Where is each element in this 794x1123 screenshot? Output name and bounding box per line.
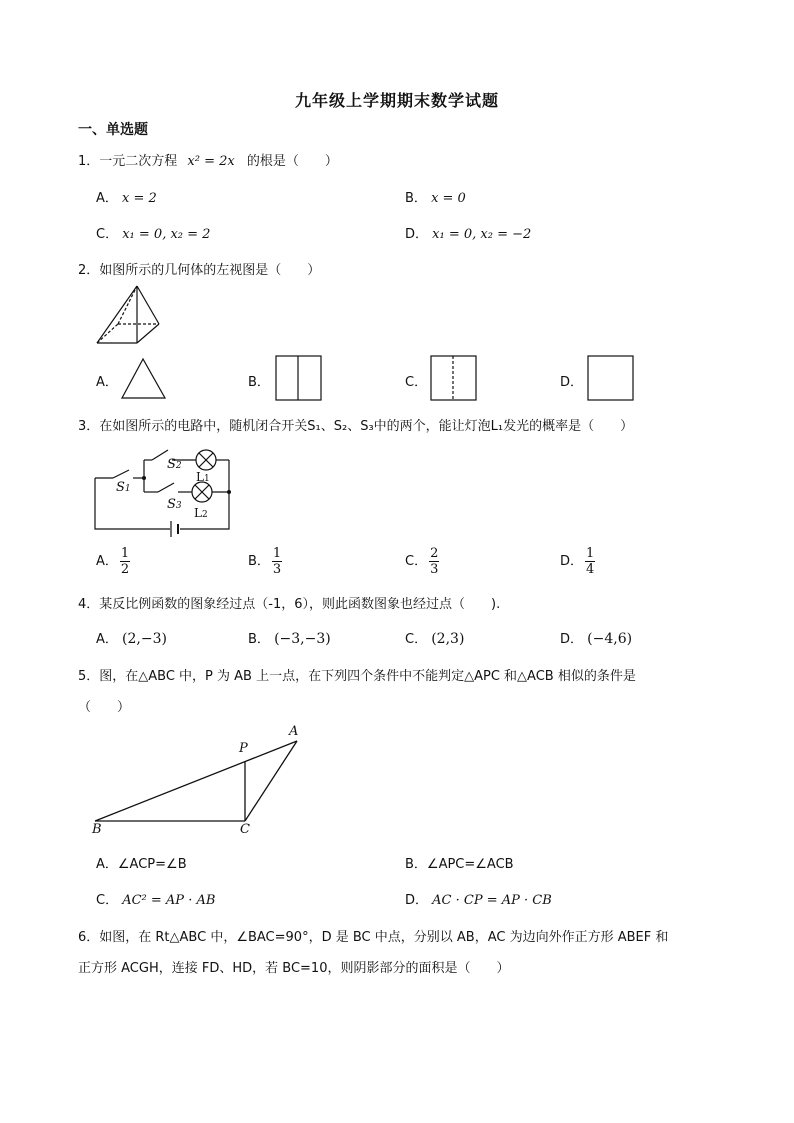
option-text: AC · CP = AP · CB bbox=[432, 893, 552, 908]
page-title: 九年级上学期期末数学试题 bbox=[294, 91, 499, 110]
q5-option-c[interactable] bbox=[96, 889, 215, 908]
q5-option-b[interactable] bbox=[405, 853, 514, 872]
q2-option-d[interactable]: D． bbox=[560, 375, 584, 390]
option-letter: C． bbox=[405, 632, 428, 647]
numerator: 1 bbox=[586, 546, 595, 561]
vertex-a-label: A bbox=[289, 724, 299, 739]
section-heading: 一、单选题 bbox=[78, 122, 148, 138]
option-letter: D． bbox=[560, 554, 584, 569]
label-text: L bbox=[196, 470, 204, 484]
question-1-equation: x² = 2x bbox=[187, 154, 235, 169]
option-letter: B． bbox=[405, 857, 427, 872]
option-letter: A． bbox=[96, 632, 118, 647]
label-subscript: 2 bbox=[201, 510, 208, 520]
denominator: 3 bbox=[430, 562, 439, 577]
label-text: S bbox=[116, 480, 125, 495]
question-4-stem: 4．某反比例函数的图象经过点（-1，6），则此函数图象也经过点（ ). bbox=[78, 597, 501, 612]
option-text: AC² = AP · AB bbox=[122, 893, 216, 908]
question-3-stem: 3．在如图所示的电路中，随机闭合开关S₁、S₂、S₃中的两个，能让灯泡L₁发光的概率是（ ） bbox=[78, 419, 634, 434]
numerator: 1 bbox=[120, 546, 130, 561]
question-6-stem-line-2: 正方形 ACGH，连接 FD、HD，若 BC=10，则阴影部分的面积是（ ） bbox=[78, 961, 510, 976]
option-letter: C． bbox=[96, 893, 119, 908]
option-letter: B． bbox=[248, 554, 270, 569]
denominator: 3 bbox=[272, 562, 282, 577]
vertex-b-label: B bbox=[92, 822, 102, 837]
option-letter: A． bbox=[96, 857, 118, 872]
option-letter: B． bbox=[248, 632, 270, 647]
option-text: (2,3) bbox=[431, 631, 465, 647]
option-letter: A． bbox=[96, 554, 118, 569]
option-text: x = 2 bbox=[122, 191, 157, 206]
denominator: 2 bbox=[120, 562, 130, 577]
label-subscript: 1 bbox=[203, 474, 210, 484]
option-text: (−4,6) bbox=[587, 631, 633, 647]
numerator: 2 bbox=[430, 546, 439, 561]
q5-option-d[interactable] bbox=[405, 889, 552, 908]
label-text: S bbox=[167, 457, 176, 472]
option-letter: D． bbox=[560, 632, 584, 647]
option-text: x = 0 bbox=[431, 191, 466, 206]
option-text: x₁ = 0, x₂ = 2 bbox=[122, 227, 211, 242]
label-text: S bbox=[167, 497, 176, 512]
option-letter: B． bbox=[405, 191, 427, 206]
option-letter: D． bbox=[405, 893, 429, 908]
label-text: L bbox=[194, 506, 202, 520]
option-text: ∠ACP=∠B bbox=[117, 857, 187, 872]
question-1-stem-prefix: 1．一元二次方程 bbox=[78, 154, 178, 169]
question-5-stem-line-1: 5．图，在△ABC 中，P 为 AB 上一点，在下列四个条件中不能判定△APC 和△ACB 相似的条件是 bbox=[78, 669, 636, 684]
label-subscript: 3 bbox=[175, 501, 182, 511]
question-5-stem-line-2: （ ） bbox=[78, 700, 131, 715]
vertex-c-label: C bbox=[240, 822, 250, 837]
label-subscript: 1 bbox=[124, 484, 131, 494]
option-letter: C． bbox=[405, 554, 428, 569]
option-letter: D． bbox=[405, 227, 429, 242]
q2-option-c[interactable]: C． bbox=[405, 375, 428, 390]
option-text: x₁ = 0, x₂ = −2 bbox=[432, 227, 532, 242]
option-letter: C． bbox=[96, 227, 119, 242]
q2-option-a[interactable]: A． bbox=[96, 375, 118, 390]
question-1-stem-suffix: 的根是（ ） bbox=[246, 154, 338, 169]
label-subscript: 2 bbox=[175, 461, 182, 471]
question-2-stem: 2．如图所示的几何体的左视图是（ ） bbox=[78, 263, 321, 278]
denominator: 4 bbox=[586, 562, 595, 577]
option-letter: A． bbox=[96, 191, 118, 206]
q2-option-b[interactable]: B． bbox=[248, 375, 270, 390]
option-text: (2,−3) bbox=[122, 631, 167, 647]
vertex-p-label: P bbox=[239, 741, 248, 756]
question-6-stem-line-1: 6．如图，在 Rt△ABC 中，∠BAC=90°，D 是 BC 中点，分别以 AB，AC 为边向外作正方形 ABEF 和 bbox=[78, 930, 669, 945]
q5-option-a[interactable] bbox=[96, 853, 187, 872]
option-text: (−3,−3) bbox=[274, 631, 331, 647]
numerator: 1 bbox=[272, 546, 282, 561]
option-text: ∠APC=∠ACB bbox=[426, 857, 514, 872]
